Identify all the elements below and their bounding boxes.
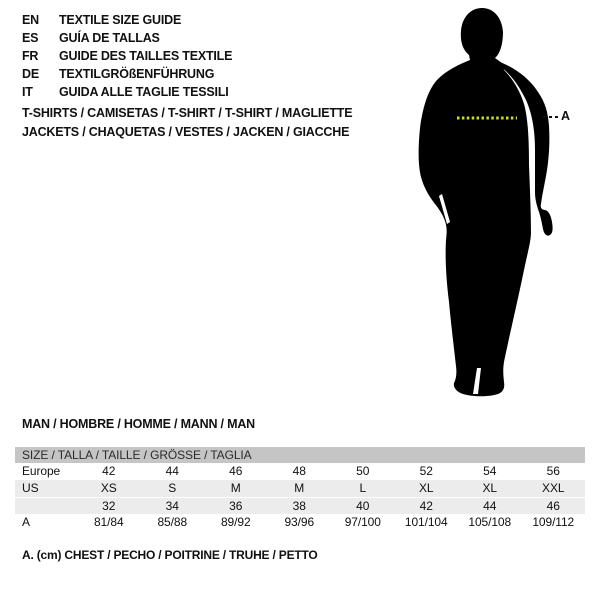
size-cell: 101/104 xyxy=(404,515,448,529)
size-cell: XS xyxy=(100,481,117,495)
size-cell: 50 xyxy=(356,464,370,478)
size-cell: XL xyxy=(419,481,434,495)
size-cell: 44 xyxy=(165,464,179,478)
list-item xyxy=(22,83,232,101)
language-code: ES xyxy=(22,31,39,45)
size-cell: S xyxy=(168,481,177,495)
garment-types xyxy=(22,104,352,142)
language-code: IT xyxy=(22,85,33,99)
size-cell: 52 xyxy=(419,464,433,478)
table-row-europe xyxy=(15,463,585,480)
table-row-chest xyxy=(15,514,585,531)
size-cell: 105/108 xyxy=(468,515,512,529)
size-cell: 48 xyxy=(292,464,306,478)
language-label: GUÍA DE TALLAS xyxy=(59,31,160,45)
man-silhouette xyxy=(405,0,600,410)
silhouette-body xyxy=(419,8,531,396)
list-item xyxy=(22,11,232,29)
footnote-chest: A. (cm) CHEST / PECHO / POITRINE / TRUHE / PETTO xyxy=(22,548,318,562)
size-cell: 81/84 xyxy=(93,515,124,529)
garment-line-tshirts: T-SHIRTS / CAMISETAS / T-SHIRT / T-SHIRT / MAGLIETTE xyxy=(22,106,353,120)
size-cell: M xyxy=(230,481,241,495)
size-cell: L xyxy=(359,481,367,495)
size-cell: 54 xyxy=(483,464,497,478)
size-cell: 34 xyxy=(165,499,179,513)
language-label: GUIDA ALLE TAGLIE TESSILI xyxy=(59,85,229,99)
figure-area xyxy=(405,0,600,410)
list-item xyxy=(22,47,232,65)
size-cell: 85/88 xyxy=(157,515,188,529)
table-header: SIZE / TALLA / TAILLE / GRÖSSE / TAGLIA xyxy=(15,447,585,463)
section-title-man: MAN / HOMBRE / HOMME / MANN / MAN xyxy=(22,417,255,431)
row-label: A xyxy=(22,515,30,529)
garment-line-jackets: JACKETS / CHAQUETAS / VESTES / JACKEN / GIACCHE xyxy=(22,125,350,139)
language-list xyxy=(22,11,232,101)
size-cell: 40 xyxy=(356,499,370,513)
language-code: DE xyxy=(22,67,39,81)
list-item xyxy=(22,65,232,83)
size-cell: 56 xyxy=(546,464,560,478)
table-row-us xyxy=(15,480,585,497)
size-cell: 109/112 xyxy=(532,515,575,529)
size-cell: M xyxy=(294,481,305,495)
size-cell: 32 xyxy=(102,499,116,513)
row-label: US xyxy=(22,481,39,495)
size-cell: XXL xyxy=(542,481,565,495)
language-label: TEXTILE SIZE GUIDE xyxy=(59,13,182,27)
measure-label-a: A xyxy=(561,109,571,123)
language-code: EN xyxy=(22,13,39,27)
language-label: TEXTILGRÖßENFÜHRUNG xyxy=(59,67,215,81)
row-label xyxy=(15,498,77,514)
size-cell: 38 xyxy=(292,499,306,513)
size-cell: 89/92 xyxy=(220,515,251,529)
size-cell: XL xyxy=(482,481,497,495)
table-row-numeric xyxy=(15,497,585,514)
size-cell: 46 xyxy=(229,464,243,478)
size-cell: 44 xyxy=(483,499,497,513)
size-cell: 42 xyxy=(102,464,116,478)
language-label: GUIDE DES TAILLES TEXTILE xyxy=(59,49,233,63)
size-table xyxy=(15,447,585,531)
list-item xyxy=(22,29,232,47)
size-cell: 36 xyxy=(229,499,243,513)
size-cell: 93/96 xyxy=(284,515,315,529)
row-label: Europe xyxy=(22,464,61,478)
size-cell: 42 xyxy=(419,499,433,513)
size-cell: 46 xyxy=(546,499,560,513)
size-cell: 97/100 xyxy=(344,515,381,529)
language-code: FR xyxy=(22,49,39,63)
